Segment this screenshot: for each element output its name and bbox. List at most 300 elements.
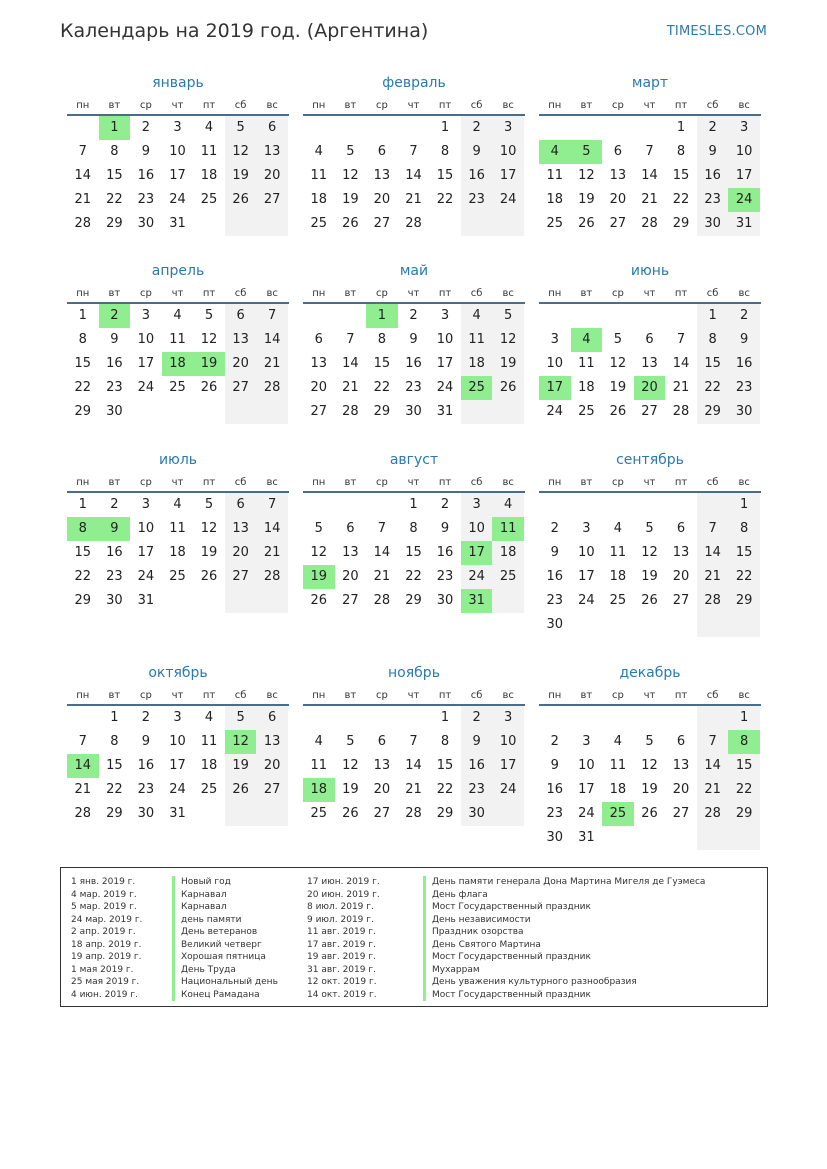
weekday-header — [67, 686, 289, 706]
day-cell: 12 — [342, 168, 359, 183]
empty-cell — [303, 493, 335, 517]
empty-cell — [634, 706, 666, 730]
weekday-label: сб — [706, 690, 719, 701]
day-cell: 27 — [373, 216, 391, 231]
day-cell: 7 — [409, 734, 418, 749]
weekday-label: пт — [438, 477, 452, 488]
holiday-day-cell: 12 — [225, 730, 257, 754]
day-cell: 19 — [641, 569, 658, 584]
day-cell: 27 — [342, 593, 359, 608]
day-cell: 12 — [609, 356, 627, 371]
day-grid — [539, 116, 761, 236]
empty-cell — [225, 589, 257, 613]
day-cell: 20 — [310, 380, 328, 395]
month-name: март — [631, 75, 669, 91]
day-cell: 26 — [641, 593, 658, 608]
month-block — [539, 70, 761, 236]
day-cell: 3 — [440, 308, 450, 323]
day-cell: 3 — [582, 521, 591, 536]
empty-cell — [366, 116, 398, 140]
day-cell: 20 — [373, 782, 391, 797]
empty-cell — [492, 589, 524, 613]
day-cell: 27 — [609, 216, 627, 231]
holiday-day-cell: 17 — [461, 541, 493, 565]
day-cell: 13 — [310, 356, 328, 371]
weekday-label: сб — [234, 477, 247, 488]
day-cell: 2 — [461, 706, 493, 730]
holiday-name: День флага — [423, 889, 705, 902]
day-cell: 15 — [436, 758, 454, 773]
day-cell: 1 — [728, 493, 760, 517]
day-cell: 30 — [436, 593, 454, 608]
day-cell: 26 — [342, 216, 359, 231]
weekday-label: ср — [139, 288, 152, 299]
holiday-day-cell: 24 — [728, 188, 760, 212]
day-grid — [539, 304, 761, 424]
weekday-label: сб — [234, 100, 247, 111]
weekday-label: пн — [548, 477, 562, 488]
day-cell: 24 — [137, 380, 155, 395]
empty-cell — [162, 589, 194, 613]
day-cell: 31 — [169, 806, 186, 821]
day-cell: 13 — [342, 545, 359, 560]
day-cell: 2 — [550, 734, 559, 749]
month-name: декабрь — [619, 665, 681, 681]
day-cell: 16 — [546, 569, 564, 584]
holiday-name: Праздник озорства — [423, 926, 705, 939]
day-cell: 8 — [728, 517, 760, 541]
empty-cell — [335, 493, 367, 517]
weekday-label: сб — [234, 288, 247, 299]
month-name: октябрь — [148, 665, 208, 681]
holiday-names-right — [423, 876, 705, 1001]
weekday-label: чт — [171, 288, 184, 299]
empty-cell — [193, 589, 225, 613]
day-grid — [67, 493, 289, 613]
weekday-label: сб — [234, 690, 247, 701]
weekday-label: вт — [108, 288, 121, 299]
empty-cell — [602, 826, 634, 850]
day-cell: 23 — [461, 778, 493, 802]
day-cell: 23 — [137, 782, 155, 797]
day-cell: 12 — [200, 521, 218, 536]
day-cell: 23 — [546, 593, 564, 608]
holiday-name: Конец Рамадана — [172, 989, 278, 1002]
day-cell: 5 — [645, 521, 654, 536]
weekday-label: ср — [375, 477, 388, 488]
day-cell: 11 — [546, 168, 564, 183]
day-cell: 19 — [200, 545, 218, 560]
month-name: сентябрь — [616, 452, 684, 468]
day-cell: 3 — [173, 710, 182, 725]
weekday-header — [539, 473, 761, 493]
day-cell: 30 — [728, 400, 760, 424]
day-cell: 8 — [110, 734, 119, 749]
weekday-label: вт — [344, 690, 357, 701]
day-cell: 11 — [200, 734, 218, 749]
empty-cell — [634, 116, 666, 140]
month-name: июль — [158, 452, 198, 468]
weekday-label: сб — [470, 100, 483, 111]
day-cell: 8 — [409, 521, 418, 536]
day-cell: 25 — [200, 192, 218, 207]
holiday-name: Мухаррам — [423, 964, 705, 977]
weekday-label: пн — [76, 690, 90, 701]
day-cell: 21 — [672, 380, 690, 395]
day-cell: 11 — [169, 332, 186, 347]
day-cell: 25 — [546, 216, 564, 231]
day-cell: 31 — [436, 404, 454, 419]
holiday-day-cell: 4 — [539, 140, 571, 164]
day-cell: 27 — [225, 376, 257, 400]
day-cell: 12 — [578, 168, 595, 183]
holiday-date: 17 июн. 2019 г. — [307, 877, 380, 887]
weekday-label: пн — [548, 288, 562, 299]
day-cell: 28 — [342, 404, 359, 419]
day-cell: 2 — [550, 521, 559, 536]
empty-cell — [571, 116, 603, 140]
day-grid — [303, 706, 525, 826]
weekday-label: ср — [611, 477, 624, 488]
day-cell: 10 — [578, 758, 595, 773]
empty-cell — [67, 116, 99, 140]
day-cell: 6 — [645, 332, 654, 347]
day-cell: 27 — [310, 404, 328, 419]
weekday-label: пн — [312, 477, 326, 488]
weekday-label: пн — [76, 477, 90, 488]
day-cell: 1 — [110, 710, 119, 725]
weekday-label: сб — [470, 477, 483, 488]
empty-cell — [193, 400, 225, 424]
day-cell: 12 — [641, 758, 658, 773]
day-cell: 1 — [409, 497, 418, 512]
day-cell: 11 — [310, 168, 328, 183]
day-cell: 12 — [641, 545, 658, 560]
month-name: апрель — [151, 263, 205, 279]
day-cell: 25 — [310, 806, 328, 821]
day-cell: 17 — [169, 758, 186, 773]
weekday-header — [303, 96, 525, 116]
day-cell: 26 — [492, 376, 524, 400]
weekday-label: чт — [407, 100, 420, 111]
day-grid — [303, 493, 525, 613]
day-cell: 4 — [204, 710, 214, 725]
day-cell: 29 — [74, 404, 92, 419]
day-cell: 27 — [373, 806, 391, 821]
day-cell: 20 — [256, 754, 288, 778]
weekday-label: пт — [438, 690, 452, 701]
empty-cell — [634, 826, 666, 850]
empty-cell — [461, 400, 493, 424]
day-cell: 1 — [78, 308, 87, 323]
empty-cell — [571, 304, 603, 328]
day-cell: 5 — [346, 144, 355, 159]
empty-cell — [602, 706, 634, 730]
day-cell: 23 — [137, 192, 155, 207]
empty-cell — [665, 613, 697, 637]
empty-cell — [492, 400, 524, 424]
day-cell: 14 — [405, 758, 422, 773]
day-cell: 10 — [578, 545, 595, 560]
day-cell: 6 — [377, 734, 387, 749]
day-cell: 5 — [492, 304, 524, 328]
day-cell: 24 — [492, 188, 524, 212]
empty-cell — [728, 613, 760, 637]
day-cell: 25 — [200, 782, 218, 797]
day-cell: 7 — [377, 521, 387, 536]
day-cell: 19 — [578, 192, 595, 207]
day-cell: 10 — [728, 140, 760, 164]
holiday-name: день памяти — [172, 914, 278, 927]
day-cell: 15 — [405, 545, 422, 560]
day-cell: 21 — [256, 541, 288, 565]
weekday-label: вс — [738, 690, 750, 701]
day-cell: 24 — [461, 565, 493, 589]
day-cell: 26 — [578, 216, 595, 231]
day-cell: 18 — [578, 380, 595, 395]
day-cell: 11 — [609, 758, 627, 773]
day-cell: 6 — [256, 706, 288, 730]
day-cell: 23 — [405, 380, 422, 395]
empty-cell — [366, 493, 398, 517]
day-cell: 30 — [137, 216, 155, 231]
day-cell: 2 — [141, 710, 151, 725]
day-cell: 8 — [78, 332, 87, 347]
holiday-date: 25 мая 2019 г. — [71, 977, 140, 987]
weekday-header — [67, 284, 289, 304]
month-name: январь — [152, 75, 204, 91]
day-cell: 28 — [256, 565, 288, 589]
day-cell: 28 — [373, 593, 391, 608]
day-cell: 21 — [697, 778, 729, 802]
weekday-label: вт — [580, 100, 593, 111]
day-cell: 3 — [492, 116, 524, 140]
holiday-day-cell: 19 — [303, 565, 335, 589]
day-cell: 29 — [106, 216, 123, 231]
weekday-label: пн — [76, 100, 90, 111]
day-cell: 10 — [546, 356, 564, 371]
day-cell: 22 — [405, 569, 422, 584]
day-cell: 5 — [204, 308, 214, 323]
month-block — [539, 258, 761, 424]
day-cell: 27 — [672, 806, 690, 821]
day-cell: 28 — [74, 216, 92, 231]
day-cell: 21 — [641, 192, 658, 207]
day-cell: 16 — [436, 545, 454, 560]
day-cell: 30 — [106, 593, 123, 608]
holiday-day-cell: 11 — [492, 517, 524, 541]
empty-cell — [225, 400, 257, 424]
weekday-header — [67, 473, 289, 493]
weekday-label: чт — [407, 690, 420, 701]
month-name: февраль — [382, 75, 446, 91]
day-cell: 16 — [697, 164, 729, 188]
holiday-date: 8 июл. 2019 г. — [307, 902, 374, 912]
weekday-label: вс — [502, 477, 514, 488]
day-cell: 28 — [405, 806, 422, 821]
empty-cell — [193, 212, 225, 236]
day-cell: 31 — [169, 216, 186, 231]
holiday-date: 4 июн. 2019 г. — [71, 989, 138, 1000]
weekday-label: пт — [674, 690, 688, 701]
day-cell: 27 — [256, 188, 288, 212]
holiday-date: 12 окт. 2019 г. — [307, 977, 377, 987]
empty-cell — [697, 493, 729, 517]
day-cell: 13 — [256, 730, 288, 754]
weekday-label: чт — [643, 477, 656, 488]
weekday-label: пт — [202, 477, 216, 488]
day-cell: 23 — [436, 569, 454, 584]
day-cell: 24 — [436, 380, 454, 395]
day-cell: 4 — [204, 120, 214, 135]
day-cell: 10 — [492, 730, 524, 754]
day-cell: 24 — [169, 192, 186, 207]
weekday-label: вс — [502, 288, 514, 299]
month-block — [67, 660, 289, 826]
day-cell: 15 — [436, 168, 454, 183]
day-cell: 25 — [609, 593, 627, 608]
empty-cell — [398, 706, 430, 730]
weekday-label: ср — [611, 288, 624, 299]
day-cell: 17 — [137, 545, 155, 560]
weekday-label: сб — [706, 100, 719, 111]
day-cell: 3 — [173, 120, 182, 135]
day-grid — [67, 706, 289, 826]
day-cell: 13 — [672, 758, 690, 773]
day-cell: 22 — [74, 569, 92, 584]
day-cell: 16 — [137, 758, 155, 773]
day-cell: 28 — [697, 802, 729, 826]
day-cell: 21 — [697, 565, 729, 589]
day-cell: 9 — [440, 521, 450, 536]
day-cell: 22 — [697, 376, 729, 400]
day-cell: 9 — [697, 140, 729, 164]
empty-cell — [634, 304, 666, 328]
holiday-name: День независимости — [423, 914, 705, 927]
month-name: август — [389, 452, 439, 468]
day-cell: 7 — [697, 730, 729, 754]
day-cell: 13 — [225, 517, 257, 541]
day-cell: 15 — [728, 541, 760, 565]
empty-cell — [665, 493, 697, 517]
day-cell: 3 — [492, 706, 524, 730]
day-cell: 24 — [546, 404, 564, 419]
day-cell: 5 — [613, 332, 623, 347]
day-cell: 10 — [137, 332, 155, 347]
holiday-day-cell: 4 — [571, 328, 603, 352]
day-cell: 15 — [106, 758, 123, 773]
day-cell: 8 — [676, 144, 686, 159]
day-cell: 30 — [546, 617, 564, 632]
day-cell: 15 — [106, 168, 123, 183]
day-cell: 20 — [225, 541, 257, 565]
day-cell: 17 — [436, 356, 454, 371]
day-grid — [303, 304, 525, 424]
site-logo[interactable]: TIMESLES.COM — [666, 24, 767, 39]
day-cell: 29 — [106, 806, 123, 821]
month-block — [303, 447, 525, 613]
day-cell: 26 — [200, 569, 218, 584]
day-cell: 1 — [676, 120, 686, 135]
holiday-day-cell: 25 — [602, 802, 634, 826]
day-cell: 14 — [672, 356, 690, 371]
weekday-label: пн — [312, 288, 326, 299]
empty-cell — [571, 706, 603, 730]
holiday-date: 31 авг. 2019 г. — [307, 964, 376, 975]
day-cell: 13 — [609, 168, 627, 183]
day-cell: 28 — [672, 404, 690, 419]
holiday-list — [60, 867, 768, 1007]
weekday-label: вт — [580, 477, 593, 488]
holiday-date: 4 мар. 2019 г. — [71, 889, 137, 900]
weekday-label: чт — [643, 100, 656, 111]
weekday-label: ср — [139, 690, 152, 701]
holiday-date: 2 апр. 2019 г. — [71, 927, 136, 937]
day-cell: 31 — [578, 830, 595, 845]
day-cell: 19 — [225, 164, 257, 188]
weekday-label: ср — [611, 100, 624, 111]
day-cell: 3 — [461, 493, 493, 517]
day-cell: 18 — [609, 569, 627, 584]
empty-cell — [602, 613, 634, 637]
weekday-label: вт — [344, 100, 357, 111]
day-cell: 14 — [256, 328, 288, 352]
weekday-label: сб — [470, 690, 483, 701]
holiday-name: Карнавал — [172, 889, 278, 902]
day-cell: 3 — [582, 734, 591, 749]
day-cell: 22 — [373, 380, 391, 395]
day-cell: 17 — [137, 356, 155, 371]
day-cell: 14 — [697, 754, 729, 778]
holiday-day-cell: 31 — [461, 589, 493, 613]
month-block — [67, 447, 289, 613]
day-cell: 30 — [546, 830, 564, 845]
weekday-label: чт — [407, 477, 420, 488]
day-cell: 4 — [314, 734, 323, 749]
day-cell: 5 — [225, 116, 257, 140]
empty-cell — [67, 706, 99, 730]
weekday-label: пн — [312, 690, 326, 701]
holiday-date: 5 мар. 2019 г. — [71, 902, 137, 912]
day-cell: 16 — [461, 164, 493, 188]
day-cell: 17 — [578, 782, 595, 797]
day-cell: 9 — [550, 545, 559, 560]
empty-cell — [571, 613, 603, 637]
weekday-label: ср — [139, 477, 152, 488]
day-cell: 29 — [405, 593, 422, 608]
holiday-day-cell: 8 — [728, 730, 760, 754]
day-cell: 9 — [409, 332, 418, 347]
day-cell: 29 — [728, 589, 760, 613]
weekday-label: ср — [611, 690, 624, 701]
day-cell: 9 — [141, 144, 151, 159]
holiday-dates-right — [307, 876, 380, 1001]
holiday-day-cell: 1 — [99, 116, 131, 140]
day-cell: 8 — [440, 144, 450, 159]
holiday-date: 1 мая 2019 г. — [71, 964, 134, 975]
day-cell: 9 — [461, 730, 493, 754]
day-cell: 7 — [409, 144, 418, 159]
weekday-label: сб — [470, 288, 483, 299]
day-cell: 14 — [641, 168, 658, 183]
day-cell: 27 — [225, 565, 257, 589]
weekday-label: вт — [344, 288, 357, 299]
day-cell: 5 — [314, 521, 323, 536]
day-cell: 18 — [546, 192, 564, 207]
day-cell: 6 — [676, 521, 686, 536]
weekday-label: чт — [407, 288, 420, 299]
holiday-day-cell: 5 — [571, 140, 603, 164]
